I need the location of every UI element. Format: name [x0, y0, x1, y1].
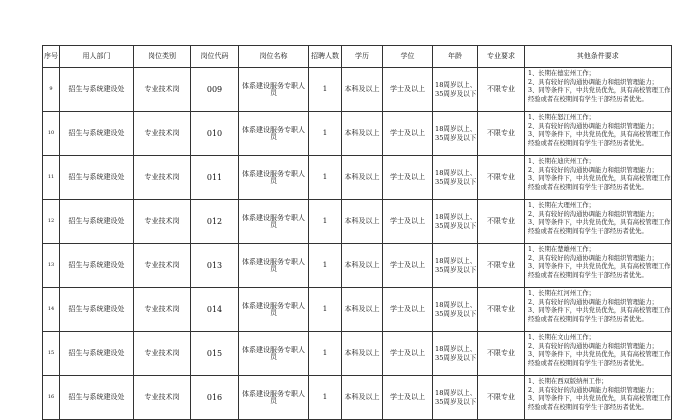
cell-code: 014: [191, 288, 239, 332]
condition-line: 经验或者在校期间有学生干部经历者优先。: [528, 403, 648, 411]
table-row: [43, 332, 672, 376]
cell-age: [433, 112, 478, 156]
table-row: [43, 288, 672, 332]
condition-line: 1、长期在怒江州工作；: [528, 114, 595, 121]
condition-line: 1、长期在迪庆州工作；: [528, 158, 595, 165]
condition-line: 2、具有较好的沟通协调能力和组织管理能力；: [528, 386, 658, 394]
header-count: 招聘人数: [309, 46, 342, 68]
age-line: 35周岁及以下: [435, 353, 477, 362]
cell-degree: 学士及以上: [383, 68, 433, 112]
cell-seq: 9: [43, 68, 60, 112]
cell-degree: 学士及以上: [383, 376, 433, 420]
cell-degree: 学士及以上: [383, 332, 433, 376]
cell-count: 1: [309, 332, 342, 376]
condition-line: 经验或者在校期间有学生干部经历者优先。: [528, 183, 648, 191]
cell-code: 011: [191, 156, 239, 200]
cell-degree: 学士及以上: [383, 156, 433, 200]
cell-post-name: 体系建设服务专职人员: [239, 332, 309, 376]
age-line: 18周岁以上、: [435, 344, 477, 353]
table-row: [43, 376, 672, 420]
table-row: [43, 244, 672, 288]
cell-dept: 招生与系统建设处: [60, 112, 134, 156]
cell-count: 1: [309, 244, 342, 288]
cell-major: 不限专业: [478, 200, 525, 244]
condition-line: 经验或者在校期间有学生干部经历者优先。: [528, 139, 648, 147]
cell-count: 1: [309, 156, 342, 200]
condition-line: 3、同等条件下，中共党员优先，具有高校管理工作: [528, 87, 671, 95]
cell-seq: 10: [43, 112, 60, 156]
condition-line: 1、长期在西双版纳州工作；: [528, 378, 608, 385]
table-body: [43, 68, 672, 420]
condition-line: 1、长期在红河州工作；: [528, 290, 595, 297]
cell-age: [433, 288, 478, 332]
cell-post-name: 体系建设服务专职人员: [239, 200, 309, 244]
cell-education: 本科及以上: [342, 376, 383, 420]
condition-line: 3、同等条件下，中共党员优先，具有高校管理工作: [528, 131, 671, 139]
condition-line: 2、具有较好的沟通协调能力和组织管理能力；: [528, 342, 658, 350]
cell-dept: 招生与系统建设处: [60, 200, 134, 244]
cell-conditions: [525, 244, 672, 288]
cell-conditions: [525, 68, 672, 112]
cell-conditions: [525, 376, 672, 420]
condition-line: 经验或者在校期间有学生干部经历者优先。: [528, 95, 648, 103]
age-line: 18周岁以上、: [435, 300, 477, 309]
cell-category: 专业技术岗: [134, 288, 191, 332]
age-line: 18周岁以上、: [435, 212, 477, 221]
cell-education: 本科及以上: [342, 332, 383, 376]
cell-education: 本科及以上: [342, 112, 383, 156]
cell-degree: 学士及以上: [383, 244, 433, 288]
cell-seq: 15: [43, 332, 60, 376]
cell-count: 1: [309, 68, 342, 112]
cell-major: 不限专业: [478, 288, 525, 332]
cell-post-name: 体系建设服务专职人员: [239, 288, 309, 332]
condition-line: 经验或者在校期间有学生干部经历者优先。: [528, 315, 648, 323]
recruitment-table: [42, 45, 672, 420]
header-code: 岗位代码: [191, 46, 239, 68]
cell-dept: 招生与系统建设处: [60, 288, 134, 332]
header-dept: 用人部门: [60, 46, 134, 68]
condition-line: 3、同等条件下，中共党员优先，具有高校管理工作: [528, 175, 671, 183]
cell-degree: 学士及以上: [383, 288, 433, 332]
condition-line: 2、具有较好的沟通协调能力和组织管理能力；: [528, 298, 658, 306]
header-category: 岗位类别: [134, 46, 191, 68]
cell-conditions: [525, 200, 672, 244]
cell-major: 不限专业: [478, 112, 525, 156]
header-row: [43, 46, 672, 68]
cell-code: 010: [191, 112, 239, 156]
condition-line: 2、具有较好的沟通协调能力和组织管理能力；: [528, 210, 658, 218]
cell-education: 本科及以上: [342, 68, 383, 112]
condition-line: 经验或者在校期间有学生干部经历者优先。: [528, 227, 648, 235]
age-line: 18周岁以上、: [435, 168, 477, 177]
condition-line: 1、长期在楚雄州工作；: [528, 246, 595, 253]
cell-seq: 13: [43, 244, 60, 288]
age-line: 18周岁以上、: [435, 80, 477, 89]
cell-code: 013: [191, 244, 239, 288]
age-line: 18周岁以上、: [435, 256, 477, 265]
header-degree: 学位: [383, 46, 433, 68]
condition-line: 1、长期在文山州工作；: [528, 334, 595, 341]
cell-category: 专业技术岗: [134, 112, 191, 156]
condition-line: 经验或者在校期间有学生干部经历者优先。: [528, 359, 648, 367]
cell-age: [433, 376, 478, 420]
condition-line: 2、具有较好的沟通协调能力和组织管理能力；: [528, 78, 658, 86]
header-age: 年龄: [433, 46, 478, 68]
cell-post-name: 体系建设服务专职人员: [239, 156, 309, 200]
cell-code: 009: [191, 68, 239, 112]
cell-category: 专业技术岗: [134, 376, 191, 420]
age-line: 35周岁及以下: [435, 133, 477, 142]
cell-category: 专业技术岗: [134, 244, 191, 288]
cell-code: 015: [191, 332, 239, 376]
cell-conditions: [525, 288, 672, 332]
cell-conditions: [525, 156, 672, 200]
condition-line: 3、同等条件下，中共党员优先，具有高校管理工作: [528, 219, 671, 227]
table-row: [43, 200, 672, 244]
cell-age: [433, 244, 478, 288]
cell-seq: 14: [43, 288, 60, 332]
cell-age: [433, 200, 478, 244]
cell-education: 本科及以上: [342, 288, 383, 332]
cell-education: 本科及以上: [342, 156, 383, 200]
header-conditions: 其他条件要求: [525, 46, 672, 68]
cell-post-name: 体系建设服务专职人员: [239, 68, 309, 112]
age-line: 35周岁及以下: [435, 397, 477, 406]
cell-count: 1: [309, 112, 342, 156]
recruitment-table-sheet: [42, 45, 672, 420]
condition-line: 3、同等条件下，中共党员优先，具有高校管理工作: [528, 351, 671, 359]
header-seq: 序号: [43, 46, 60, 68]
cell-degree: 学士及以上: [383, 112, 433, 156]
table-row: [43, 68, 672, 112]
table-row: [43, 112, 672, 156]
cell-dept: 招生与系统建设处: [60, 68, 134, 112]
condition-line: 经验或者在校期间有学生干部经历者优先。: [528, 271, 648, 279]
cell-category: 专业技术岗: [134, 156, 191, 200]
age-line: 35周岁及以下: [435, 309, 477, 318]
age-line: 35周岁及以下: [435, 177, 477, 186]
cell-major: 不限专业: [478, 332, 525, 376]
cell-seq: 11: [43, 156, 60, 200]
condition-line: 2、具有较好的沟通协调能力和组织管理能力；: [528, 122, 658, 130]
cell-dept: 招生与系统建设处: [60, 332, 134, 376]
cell-education: 本科及以上: [342, 244, 383, 288]
age-line: 18周岁以上、: [435, 124, 477, 133]
cell-degree: 学士及以上: [383, 200, 433, 244]
cell-count: 1: [309, 200, 342, 244]
age-line: 35周岁及以下: [435, 221, 477, 230]
condition-line: 3、同等条件下，中共党员优先，具有高校管理工作: [528, 263, 671, 271]
cell-category: 专业技术岗: [134, 332, 191, 376]
cell-age: [433, 332, 478, 376]
condition-line: 2、具有较好的沟通协调能力和组织管理能力；: [528, 166, 658, 174]
cell-major: 不限专业: [478, 156, 525, 200]
cell-major: 不限专业: [478, 244, 525, 288]
header-major: 专业要求: [478, 46, 525, 68]
age-line: 18周岁以上、: [435, 388, 477, 397]
cell-count: 1: [309, 376, 342, 420]
header-post-name: 岗位名称: [239, 46, 309, 68]
cell-conditions: [525, 112, 672, 156]
cell-dept: 招生与系统建设处: [60, 156, 134, 200]
cell-dept: 招生与系统建设处: [60, 376, 134, 420]
cell-conditions: [525, 332, 672, 376]
cell-seq: 12: [43, 200, 60, 244]
cell-category: 专业技术岗: [134, 68, 191, 112]
header-education: 学历: [342, 46, 383, 68]
cell-category: 专业技术岗: [134, 200, 191, 244]
cell-major: 不限专业: [478, 68, 525, 112]
cell-age: [433, 68, 478, 112]
condition-line: 1、长期在德宏州工作；: [528, 70, 595, 77]
condition-line: 1、长期在大理州工作；: [528, 202, 595, 209]
cell-dept: 招生与系统建设处: [60, 244, 134, 288]
table-row: [43, 156, 672, 200]
cell-code: 016: [191, 376, 239, 420]
cell-post-name: 体系建设服务专职人员: [239, 244, 309, 288]
cell-post-name: 体系建设服务专职人员: [239, 376, 309, 420]
cell-code: 012: [191, 200, 239, 244]
cell-post-name: 体系建设服务专职人员: [239, 112, 309, 156]
condition-line: 3、同等条件下，中共党员优先，具有高校管理工作: [528, 307, 671, 315]
cell-seq: 16: [43, 376, 60, 420]
age-line: 35周岁及以下: [435, 89, 477, 98]
condition-line: 2、具有较好的沟通协调能力和组织管理能力；: [528, 254, 658, 262]
age-line: 35周岁及以下: [435, 265, 477, 274]
cell-age: [433, 156, 478, 200]
cell-count: 1: [309, 288, 342, 332]
condition-line: 3、同等条件下，中共党员优先，具有高校管理工作: [528, 395, 671, 403]
cell-education: 本科及以上: [342, 200, 383, 244]
cell-major: 不限专业: [478, 376, 525, 420]
